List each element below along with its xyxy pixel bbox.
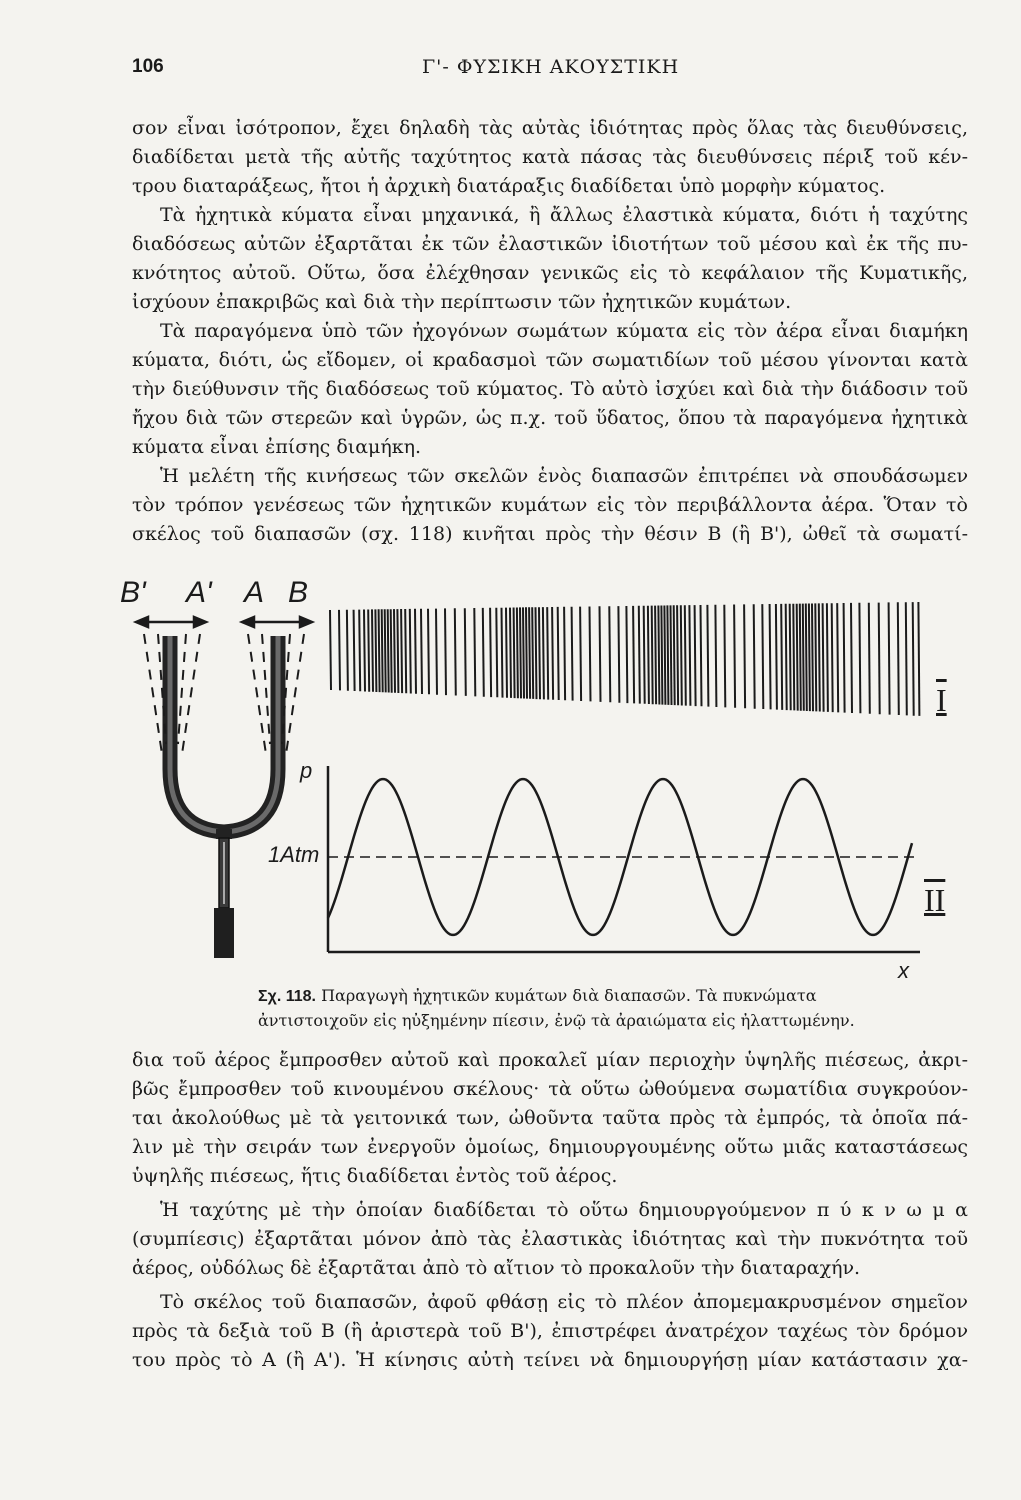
compression-line — [379, 609, 380, 692]
compression-line — [701, 605, 702, 706]
compression-line — [394, 609, 395, 693]
text-line: διαδίδεται μετὰ τῆς αὐτῆς ταχύτητος κατὰ πάσας τὰς διευθύνσεις πέριξ τοῦ κέν- — [132, 146, 968, 168]
compression-line — [809, 604, 810, 712]
compression-line — [644, 606, 645, 704]
compression-line — [415, 609, 416, 694]
compression-line — [658, 606, 659, 705]
motion-arrows — [136, 617, 312, 627]
text-line: κύματα εἶναι ἐπίσης διαμήκη. — [132, 436, 422, 458]
compression-line — [823, 603, 824, 711]
compression-line — [405, 609, 406, 693]
compression-line — [671, 605, 672, 705]
compression-line — [786, 604, 787, 710]
compression-line — [502, 608, 503, 698]
compression-line — [529, 607, 530, 699]
compression-line — [580, 607, 581, 701]
compression-line — [520, 607, 521, 698]
text-line: ὑψηλῆς πιέσεως, ἥτις διαδίδεται ἐντὸς τοῦ ἀέρος. — [132, 1165, 618, 1187]
compression-line — [633, 606, 634, 704]
compression-line — [397, 609, 398, 693]
label-b-prime: B' — [120, 576, 146, 609]
compression-line — [869, 603, 870, 714]
compression-line — [626, 606, 627, 703]
text-line: του πρὸς τὸ Α (ἢ Α'). Ἡ κίνησις αὐτὴ τείνει νὰ δημιουργήσῃ μίαν κατάστασιν χα- — [132, 1349, 968, 1371]
compression-line — [664, 606, 665, 705]
text-line: Τὰ ἠχητικὰ κύματα εἶναι μηχανικά, ἢ ἄλλως ἐλαστικὰ κύματα, διότι ἡ ταχύτης — [160, 204, 968, 226]
compression-line — [547, 607, 548, 700]
compression-line — [354, 610, 355, 691]
compression-line — [803, 604, 804, 711]
compression-line — [410, 609, 411, 694]
label-b: B — [288, 576, 309, 609]
text-line: ἀέρος, οὐδόλως δὲ ἐξαρτᾶται ἀπὸ τὸ αἴτιον τὸ προκαλοῦν τὴν διαταραχήν. — [132, 1257, 861, 1279]
compression-line — [800, 604, 801, 711]
compression-line — [382, 609, 383, 692]
running-title: Γ'- ΦΥΣΙΚΗ ΑΚΟΥΣΤΙΚΗ — [422, 56, 680, 78]
compression-line — [523, 607, 524, 698]
compression-line — [474, 608, 475, 696]
compression-line — [490, 608, 491, 697]
compression-lines — [330, 602, 919, 716]
text-line: κύματα, διότι, ὡς εἴδομεν, οἱ κραδασμοὶ τῶν σωματιδίων τοῦ μέσου γίνονται κατὰ — [132, 349, 968, 371]
compression-line — [715, 605, 716, 707]
compression-line — [681, 605, 682, 705]
text-line: πρὸς τὰ δεξιὰ τοῦ Β (ἢ ἀριστερὰ τοῦ Β'), ἐπιστρέφει ἀνατρέχον ταχέως τὸν δρόμον — [132, 1320, 968, 1342]
compression-line — [734, 605, 735, 708]
label-a: A — [244, 576, 265, 609]
text-line: κνότητος αὐτοῦ. Οὕτω, ὅσα ἐλέχθησαν γενικῶς εἰς τὸ κεφάλαιον τῆς Κυματικῆς, — [132, 262, 968, 284]
text-line: διαδόσεως αὐτῶν ἐξαρτᾶται ἐκ τῶν ἐλαστικῶν ἰδιοτήτων τοῦ μέσου καὶ ἐκ τῆς πυ- — [132, 233, 968, 255]
compression-line — [609, 606, 610, 702]
compression-line — [455, 608, 456, 695]
caption-number: Σχ. 118. — [258, 988, 316, 1005]
compression-line — [918, 602, 919, 716]
compression-line — [510, 608, 511, 698]
compression-line — [790, 604, 791, 711]
compression-line — [695, 605, 696, 706]
text-line: τὴν διεύθυνσιν τῆς διαδόσεως τοῦ κύματος. Τὸ αὐτὸ ἰσχύει καὶ διὰ τὴν διάδοσιν τοῦ — [132, 378, 968, 400]
compression-line — [445, 608, 446, 695]
text-line: Τὰ παραγόμενα ὑπὸ τῶν ἠχογόνων σωμάτων κύματα εἰς τὸν ἀέρα εἶναι διαμήκη — [160, 320, 968, 342]
compression-line — [661, 606, 662, 705]
compression-line — [639, 606, 640, 704]
tuning-fork-icon — [170, 636, 278, 958]
compression-line — [837, 603, 838, 712]
compression-line — [532, 607, 533, 699]
text-line: σκέλος τοῦ διαπασῶν (σχ. 118) κινῆται πρὸς τὴν θέσιν Β (ἢ Β'), ὠθεῖ τὰ σωματί- — [132, 523, 968, 545]
compression-line — [552, 607, 553, 700]
page-number: 106 — [132, 56, 164, 77]
figure-caption — [258, 984, 978, 1033]
compression-line — [898, 602, 899, 715]
compression-line — [648, 606, 649, 704]
compression-line — [707, 605, 708, 707]
compression-line — [543, 607, 544, 699]
label-roman-i: I — [936, 682, 947, 718]
label-a-prime: A' — [186, 576, 212, 609]
compression-line — [375, 609, 376, 692]
compression-line — [421, 609, 422, 694]
figure-drawing — [120, 574, 970, 994]
compression-line — [689, 605, 690, 706]
compression-line — [526, 607, 527, 698]
compression-line — [655, 606, 656, 705]
text-line: λιν μὲ τὴν σειράν των ἐνεργοῦν ὁμοίως, δημιουργουμένης οὕτω μιᾶς καταστάσεως — [132, 1136, 968, 1158]
compression-line — [517, 608, 518, 699]
compression-line — [797, 604, 798, 711]
compression-line — [776, 604, 777, 710]
compression-line — [667, 605, 668, 705]
text-line: τρου διαταράξεως, ἤτοι ἡ ἀρχικὴ διατάραξις διαδίδεται ὑπὸ μορφὴν κύματος. — [132, 175, 886, 197]
compression-line — [793, 604, 794, 711]
text-line: ἤχου διὰ τῶν στερεῶν καὶ ὑγρῶν, ὡς π.χ. τοῦ ὕδατος, ὅπου τὰ παραγόμενα ἠχητικὰ — [132, 407, 968, 429]
page-header — [132, 56, 968, 92]
text-line: ται ἀκολούθως μὲ τὰ γειτονικά των, ὠθοῦντα ταῦτα πρὸς τὰ ἐμπρός, τὰ ὁποῖα πά- — [132, 1107, 968, 1129]
compression-line — [483, 608, 484, 697]
compression-line — [372, 609, 373, 691]
compression-line — [827, 603, 828, 712]
compression-line — [724, 605, 725, 708]
compression-line — [514, 608, 515, 699]
compression-line — [564, 607, 565, 701]
compression-line — [558, 607, 559, 700]
text-line: δια τοῦ ἀέρος ἔμπροσθεν αὐτοῦ καὶ προκαλεῖ μίαν περιοχὴν ὑψηλῆς πιέσεως, ἀκρι- — [132, 1049, 968, 1071]
compression-line — [744, 604, 745, 708]
text-line: Ἡ μελέτη τῆς κινήσεως τῶν σκελῶν ἑνὸς διαπασῶν ἐπιτρέπει νὰ σπουδάσωμεν — [160, 465, 968, 487]
compression-line — [506, 608, 507, 698]
text-line: Τὸ σκέλος τοῦ διαπασῶν, ἀφοῦ φθάσῃ εἰς τὸ πλέον ἀπομεμακρυσμένον σημεῖον — [160, 1291, 968, 1313]
label-p: p — [300, 758, 313, 783]
compression-line — [685, 605, 686, 705]
compression-line — [539, 607, 540, 699]
text-line: σον εἶναι ἰσότροπον, ἔχει δηλαδὴ τὰς αὐτὰς ἰδιότητας πρὸς ὅλας τὰς διευθύνσεις, — [132, 117, 968, 139]
compression-line — [906, 602, 907, 715]
compression-line — [844, 603, 845, 713]
compression-line — [754, 604, 755, 708]
compression-line — [590, 607, 591, 702]
compression-line — [819, 603, 820, 711]
compression-line — [368, 610, 369, 692]
compression-line — [913, 602, 914, 716]
compression-line — [496, 608, 497, 698]
text-line: βῶς ἔμπροσθεν τοῦ κινουμένου σκέλους· τὰ οὕτω ὠθούμενα σωματίδια συγκρούον- — [132, 1078, 968, 1100]
text-line: (συμπίεσις) ἐξαρτᾶται μόνον ἀπὸ τὰς ἐλαστικὰς ἰδιότητας καὶ τὴν πυκνότητα τοῦ — [132, 1228, 968, 1250]
figure-118 — [120, 574, 970, 994]
compression-line — [339, 610, 340, 691]
compression-line — [674, 605, 675, 705]
compression-line — [536, 607, 537, 699]
compression-line — [364, 610, 365, 692]
compression-line — [806, 604, 807, 712]
text-line: Ἡ ταχύτης μὲ τὴν ὁποίαν διαδίδεται τὸ οὕτω δημιουργούμενον π ύ κ ν ω μ α — [160, 1199, 968, 1221]
compression-line — [359, 610, 360, 692]
compression-line — [618, 606, 619, 703]
caption-text-2: ἀντιστοιχοῦν εἰς ηὐξημένην πίεσιν, ἐνῷ τὰ ἀραιώματα εἰς ἠλαττωμένην. — [258, 1011, 855, 1030]
compression-line — [391, 609, 392, 693]
compression-line — [347, 610, 348, 691]
compression-line — [812, 604, 813, 712]
text-line: ἰσχύουν ἐπακριβῶς καὶ διὰ τὴν περίπτωσιν τῶν ἠχητικῶν κυμάτων. — [132, 291, 792, 313]
label-atm: 1Atm — [268, 842, 320, 867]
caption-text-1: Παραγωγὴ ἠχητικῶν κυμάτων διὰ διαπασῶν. Τὰ πυκνώματα — [321, 986, 817, 1005]
compression-line — [436, 609, 437, 695]
compression-line — [572, 607, 573, 701]
label-roman-ii: II — [924, 882, 946, 918]
compression-line — [770, 604, 771, 709]
label-x: x — [898, 958, 909, 983]
compression-line — [781, 604, 782, 710]
compression-line — [879, 603, 880, 715]
compression-line — [859, 603, 860, 714]
text-line: τὸν τρόπον γενέσεως τῶν ἠχητικῶν κυμάτων εἰς τὸν περιβάλλοντα ἀέρα. Ὅταν τὸ — [132, 494, 968, 516]
compression-line — [677, 605, 678, 705]
compression-line — [330, 610, 331, 690]
compression-line — [465, 608, 466, 696]
compression-line — [388, 609, 389, 692]
compression-line — [762, 604, 763, 709]
pressure-graph — [328, 766, 920, 952]
compression-line — [600, 606, 601, 702]
compression-line — [851, 603, 852, 713]
compression-line — [832, 603, 833, 712]
compression-line — [889, 602, 890, 714]
compression-line — [401, 609, 402, 693]
compression-line — [815, 603, 816, 711]
compression-line — [385, 609, 386, 692]
compression-line — [428, 609, 429, 695]
compression-line — [652, 606, 653, 705]
